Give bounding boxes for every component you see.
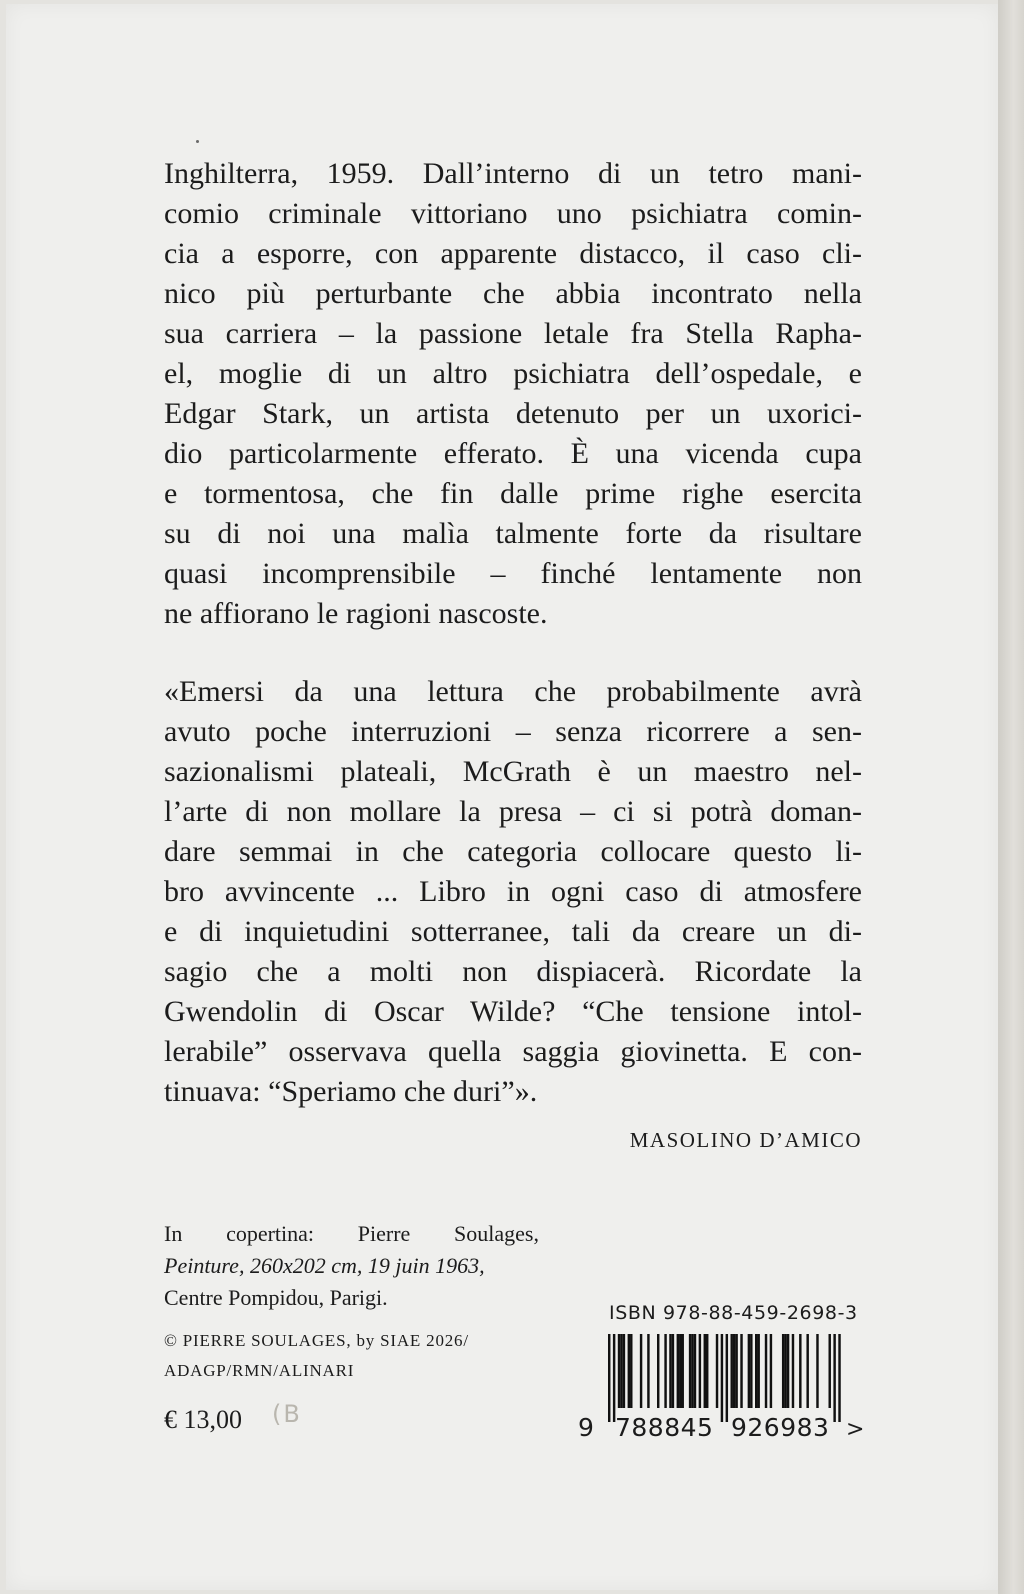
barcode-bar [640, 1334, 642, 1408]
review-line: tinuava: “Speriamo che duri”». [164, 1075, 538, 1108]
barcode-bar [647, 1334, 649, 1408]
barcode-bar [682, 1334, 684, 1408]
barcode-digits-left: 788845 [615, 1413, 714, 1440]
review-line: e di inquietudini sotterranee, tali da creare un di- [164, 915, 862, 948]
description-line: Edgar Stark, un artista detenuto per un uxorici- [164, 397, 862, 430]
review-line: lerabile” osservava quella saggia giovinetta. E con- [164, 1035, 862, 1068]
review-line: bro avvincente ... Libro in ogni caso di atmosfere [164, 875, 862, 908]
barcode-bar [750, 1334, 752, 1408]
barcode-bar [765, 1334, 767, 1408]
barcode-bar [757, 1334, 759, 1408]
description-line: quasi incomprensibile – finché lentamente non [164, 557, 862, 590]
barcode-bar [677, 1334, 679, 1408]
review-line: l’arte di non mollare la presa – ci si potrà doman- [164, 795, 862, 828]
description-line: dio particolarmente efferato. È una vicenda cupa [164, 437, 862, 470]
barcode-bar [748, 1334, 750, 1408]
barcode-bar [618, 1334, 620, 1408]
credits-line: Centre Pompidou, Parigi. [164, 1285, 388, 1310]
barcode-bars [608, 1334, 841, 1422]
barcode-bar [726, 1334, 728, 1422]
barcode-bar [816, 1334, 818, 1408]
barcode-bar [731, 1334, 733, 1408]
barcode-bar [733, 1334, 735, 1408]
barcode-bar [829, 1334, 831, 1408]
description-line: sua carriera – la passione letale fra Stella Rapha- [164, 317, 862, 350]
barcode-end-mark: > [846, 1417, 864, 1440]
barcode-bar [704, 1334, 706, 1408]
barcode-bar [699, 1334, 701, 1408]
barcode-digit-first: 9 [578, 1413, 594, 1440]
book-edge [998, 0, 1024, 1594]
barcode-bar [620, 1334, 622, 1408]
cover-credits [164, 1218, 539, 1386]
barcode-bar [613, 1334, 615, 1422]
barcode-bar [784, 1334, 786, 1408]
barcode-bar [657, 1334, 659, 1408]
barcode-bar [740, 1334, 742, 1408]
barcode-bar [716, 1334, 718, 1408]
description-line: e tormentosa, che fin dalle prime righe esercita [164, 477, 862, 510]
barcode-bar [694, 1334, 696, 1408]
copyright-line: © PIERRE SOULAGES, by SIAE 2026/ [164, 1331, 469, 1350]
barcode-bar [838, 1334, 840, 1422]
barcode-bar [721, 1334, 723, 1422]
description-line: su di noi una malìa talmente forte da risultare [164, 517, 862, 550]
barcode-bar [792, 1334, 794, 1408]
book-description [164, 154, 862, 634]
barcode-bar [679, 1334, 681, 1408]
description-line: Inghilterra, 1959. Dall’interno di un tetro mani- [164, 157, 862, 190]
review-author: MASOLINO D’AMICO [629, 1128, 862, 1152]
description-line: el, moglie di un altro psichiatra dell’ospedale, e [164, 357, 862, 390]
review-line: Gwendolin di Oscar Wilde? “Che tensione intol- [164, 995, 862, 1028]
barcode-bar [787, 1334, 789, 1408]
credits-line: In copertina: Pierre Soulages, [164, 1221, 539, 1246]
barcode-bar [608, 1334, 610, 1422]
barcode-bar [623, 1334, 625, 1408]
barcode-bar [630, 1334, 632, 1408]
description-line: nico più perturbante che abbia incontrato nella [164, 277, 862, 310]
artwork-title: Peinture, 260x202 cm, 19 juin 1963, [164, 1253, 485, 1278]
copyright-line: ADAGP/RMN/ALINARI [164, 1361, 355, 1380]
description-line: comio criminale vittoriano uno psichiatra comin- [164, 197, 862, 230]
barcode-bar [799, 1334, 801, 1408]
barcode-bar [770, 1334, 772, 1408]
barcode-bar [669, 1334, 671, 1408]
barcode-bar [782, 1334, 784, 1408]
barcode-bar [689, 1334, 691, 1408]
barcode-bar [706, 1334, 708, 1408]
review-line: sagio che a molti non dispiacerà. Ricordate la [164, 955, 862, 988]
description-line: cia a esporre, con apparente distacco, il caso cli- [164, 237, 862, 270]
review-line: «Emersi da una lettura che probabilmente avrà [164, 675, 862, 708]
review-line: sazionalismi plateali, McGrath è un maestro nel- [164, 755, 862, 788]
barcode-digits-right: 926983 [731, 1413, 830, 1440]
review-line: dare semmai in che categoria collocare questo li- [164, 835, 862, 868]
barcode-bar [806, 1334, 808, 1408]
description-line: ne affiorano le ragioni nascoste. [164, 597, 548, 630]
barcode-bar [691, 1334, 693, 1408]
isbn-label: ISBN 978-88-459-2698-3 [609, 1302, 858, 1324]
review-line: avuto poche interruzioni – senza ricorrere a sen- [164, 715, 862, 748]
handwritten-note: (B [272, 1400, 302, 1428]
paper-speck [196, 140, 199, 143]
barcode-bar [755, 1334, 757, 1408]
isbn-barcode [578, 1330, 864, 1440]
barcode-bar [628, 1334, 630, 1408]
barcode-bar [735, 1334, 737, 1408]
barcode-bar [672, 1334, 674, 1408]
barcode-bar [664, 1334, 666, 1408]
review-quote [164, 672, 862, 1112]
barcode-bar [833, 1334, 835, 1422]
price: € 13,00 [164, 1405, 242, 1434]
